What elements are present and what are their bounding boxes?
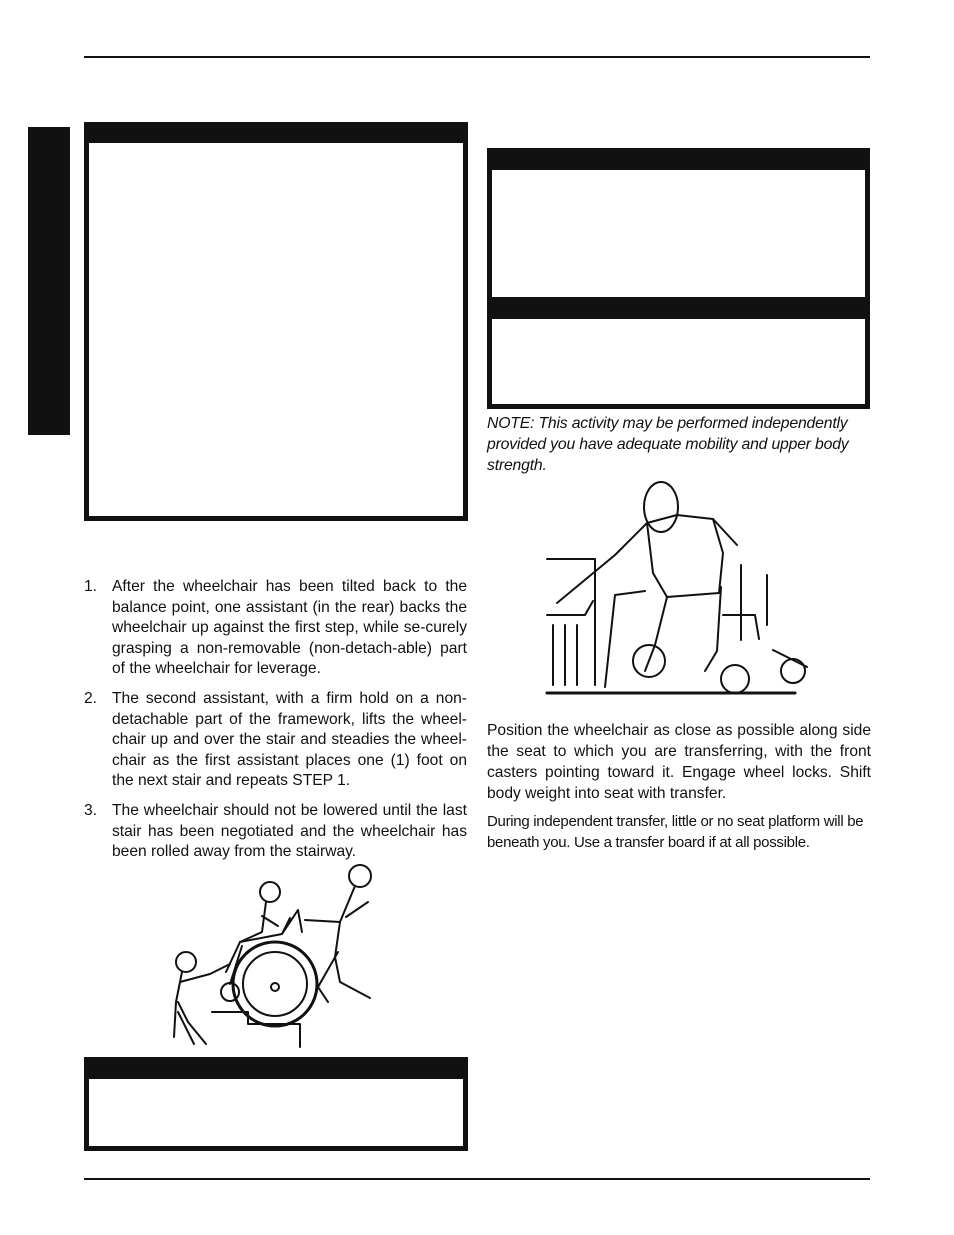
bottom-rule — [84, 1178, 870, 1180]
step-text: After the wheelchair has been tilted back to the balance point, one assistant (in the rear) backs the wheelchair up against the first step, while se-curely grasping a non-removable (non-detach-able) part of the wheelchair for leverage. — [112, 578, 467, 678]
step-text: The wheelchair should not be lowered until the last stair has been negotiated and the wheelchair has been rolled away from the stairway. — [112, 801, 467, 861]
warning-box-header-bar — [89, 127, 463, 143]
step-number: 2. — [84, 689, 98, 707]
independent-transfer-note: NOTE: This activity may be performed independently provided you have adequate mobility and upper body strength. — [487, 415, 849, 474]
warning-box-right — [487, 148, 870, 409]
warning-box-large — [84, 122, 468, 521]
step-text: The second assistant, with a firm hold on a non-detachable part of the framework, lifts the wheel-chair up and over the stair and steadies the wheel-chair as the first assistant places one (1) foot on the next stair and repeats STEP 1. — [112, 689, 467, 790]
step-item — [84, 577, 467, 680]
transfer-board-advice: During independent transfer, little or no seat platform will be beneath you. Use a transfer board if at all possible. — [487, 813, 864, 851]
stair-climbing-illustration — [170, 862, 380, 1047]
step-item — [84, 689, 467, 792]
step-number: 1. — [84, 578, 98, 595]
warning-box-right-divider-bar — [492, 297, 865, 319]
warning-box-bottom — [84, 1057, 468, 1151]
step-item — [84, 801, 467, 863]
stair-steps-list — [84, 577, 467, 872]
warning-box-right-header-bar — [492, 153, 865, 170]
side-transfer-illustration — [545, 475, 813, 697]
transfer-instructions: Position the wheelchair as close as possible along side the seat to which you are transferring, with the front casters pointing toward it. Engage wheel locks. Shift body weight into seat with transfer. — [487, 722, 871, 802]
top-rule — [84, 56, 870, 58]
warning-box-bottom-header-bar — [89, 1062, 463, 1079]
section-side-tab — [28, 127, 70, 435]
step-number: 3. — [84, 801, 98, 819]
